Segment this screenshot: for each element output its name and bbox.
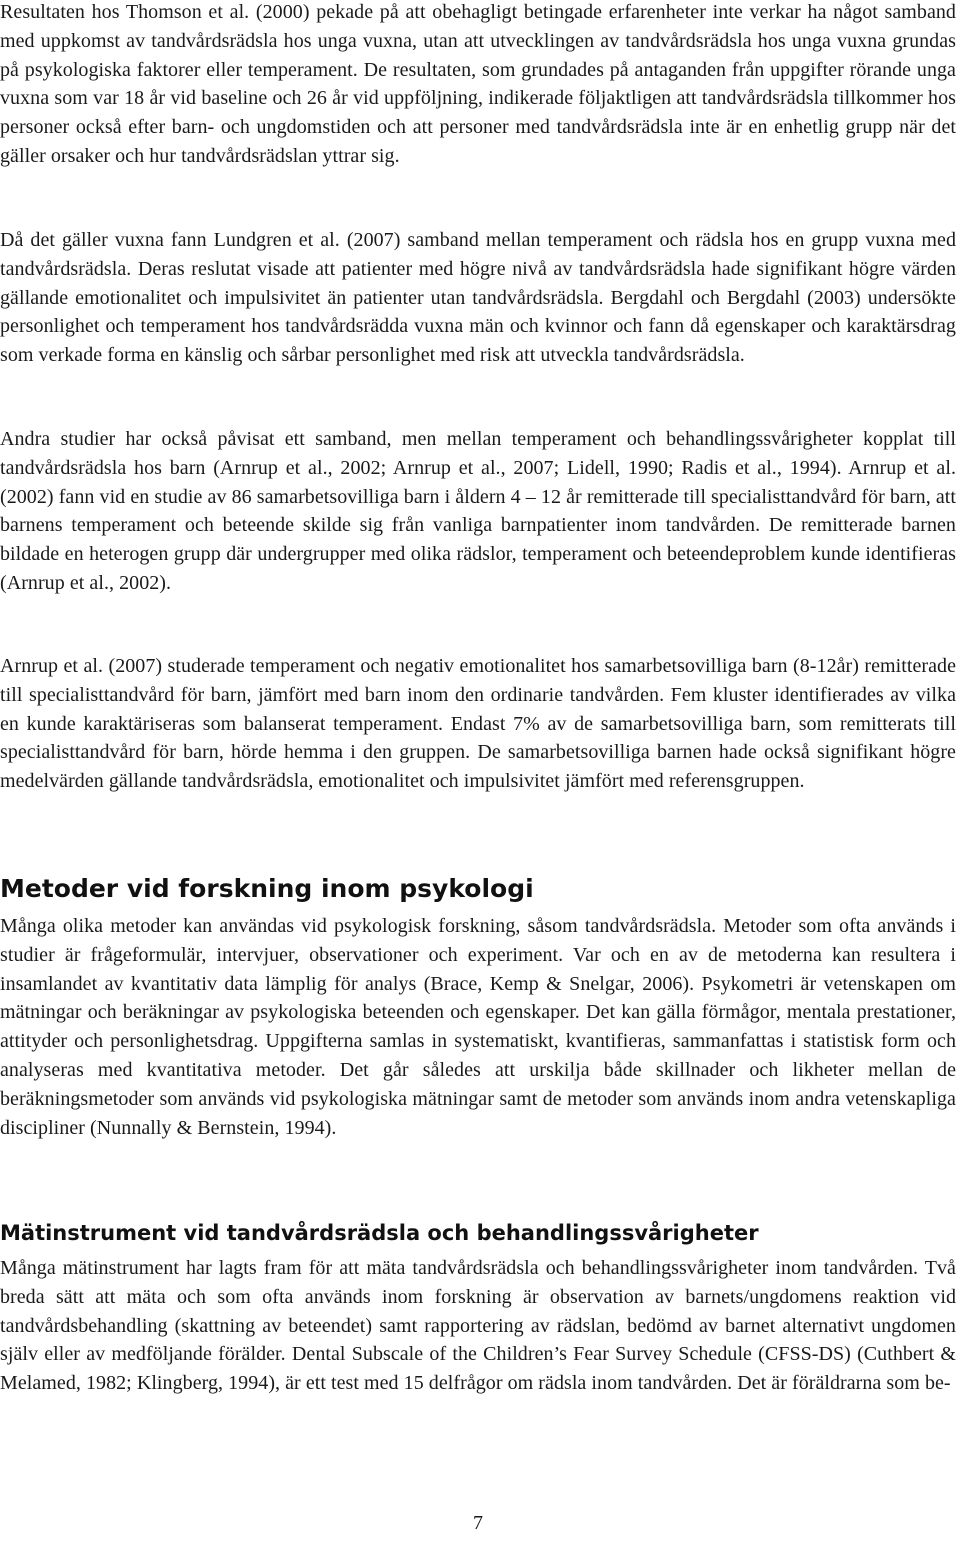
page-number: 7 — [473, 1512, 483, 1534]
section-heading-matinstrument: Mätinstrument vid tandvårdsrädsla och behandlingssvårigheter — [0, 1221, 759, 1245]
paragraph-arnrup-2002: Andra studier har också påvisat ett samband, men mellan temperament och behandlingssvårigheter kopplat till tandvårdsrädsla hos barn (Arnrup et al., 2002; Arnrup et al., 2007; Lidell, 1990; Radis et al., 1994). Arnrup et al. (2002) fann vid en studie av 86 samarbetsovilliga barn i åldern 4 – 12 år remitterade till specialisttandvård för barn, att barnens temperament och beteende skilde sig från vanliga barnpatienter inom tandvården. De remitterade barnen bildade en heterogen grupp där undergrupper med olika rädslor, temperament och beteendeproblem kunde identifieras (Arnrup et al., 2002). — [0, 428, 956, 594]
paragraph-matinstrument: Många mätinstrument har lagts fram för att mäta tandvårdsrädsla och behandlingssvårigheter inom tandvården. Två breda sätt att mäta och som ofta används inom forskning är observation av barnets/ungdomens reaktion vid tandvårdsbehandling (skattning av beteendet) samt rapportering av rädslan, bedömd av barnet alternativt ungdomen själv eller av medföljande förälder. Dental Subscale of the Children’s Fear Survey Schedule (CFSS-DS) (Cuthbert & Melamed, 1982; Klingberg, 1994), är ett test med 15 delfrågor om rädsla inom tandvården. Det är föräldrarna som be- — [0, 1257, 956, 1395]
paragraph-lundgren: Då det gäller vuxna fann Lundgren et al. (2007) samband mellan temperament och rädsla hos en grupp vuxna med tandvårdsrädsla. Deras reslutat visade att patienter med högre nivå av tandvårdsrädsla hade signifikant högre värden gällande emotionalitet och impulsivitet än patienter utan tandvårdsrädsla. Bergdahl och Bergdahl (2003) undersökte personlighet och temperament hos tandvårdsrädda vuxna män och kvinnor och fann då egenskaper och karaktärsdrag som verkade forma en känslig och sårbar personlighet med risk att utveckla tandvårdsrädsla. — [0, 229, 956, 367]
paragraph-thomson: Resultaten hos Thomson et al. (2000) pekade på att obehagligt betingade erfarenheter inte verkar ha något samband med uppkomst av tandvårdsrädsla hos unga vuxna, utan att utvecklingen av tandvårdsrädsla hos unga vuxna grundas på psykologiska faktorer eller temperament. De resultaten, som grundades på antaganden från uppgifter rörande unga vuxna som var 18 år vid baseline och 26 år vid uppföljning, indikerade följaktligen att tandvårdsrädsla tillkommer hos personer också efter barn- och ungdomstiden och att personer med tandvårdsrädsla inte är en enhetlig grupp när det gäller orsaker och hur tandvårdsrädslan yttrar sig. — [0, 1, 956, 167]
paragraph-arnrup-2007: Arnrup et al. (2007) studerade temperament och negativ emotionalitet hos samarbetsovilliga barn (8-12år) remitterade till specialisttandvård för barn, jämfört med barn inom den ordinarie tandvården. Fem kluster identifierades av vilka en kunde karaktäriseras som balanserat temperament. Endast 7% av de samarbetsovilliga barn, som remitterats till specialisttandvård för barn, hörde hemma i den gruppen. De samarbetsovilliga barnen hade också signifikant högre medelvärden gällande tandvårdsrädsla, emotionalitet och impulsivitet jämfört med referensgruppen. — [0, 655, 956, 793]
paragraph-metoder: Många olika metoder kan användas vid psykologisk forskning, såsom tandvårdsrädsla. Metoder som ofta används i studier är frågeformulär, intervjuer, observationer och experiment. Var och en av de metoderna kan resultera i insamlandet av kvantitativ data lämplig för analys (Brace, Kemp & Snelgar, 2006). Psykometri är vetenskapen om mätningar och beräkningar av psykologiska beteenden och egenskaper. Det kan gälla förmågor, mentala prestationer, attityder och personlighetsdrag. Uppgifterna samlas in systematiskt, kvantifieras, sammanfattas i statistisk form och analyseras med kvantitativa metoder. Det går således att urskilja både skillnader och likheter mellan de beräkningsmetoder som används vid psykologiska mätningar samt de metoder som används inom andra vetenskapliga discipliner (Nunnally & Bernstein, 1994). — [0, 915, 956, 1139]
section-heading-metoder: Metoder vid forskning inom psykologi — [0, 874, 534, 903]
